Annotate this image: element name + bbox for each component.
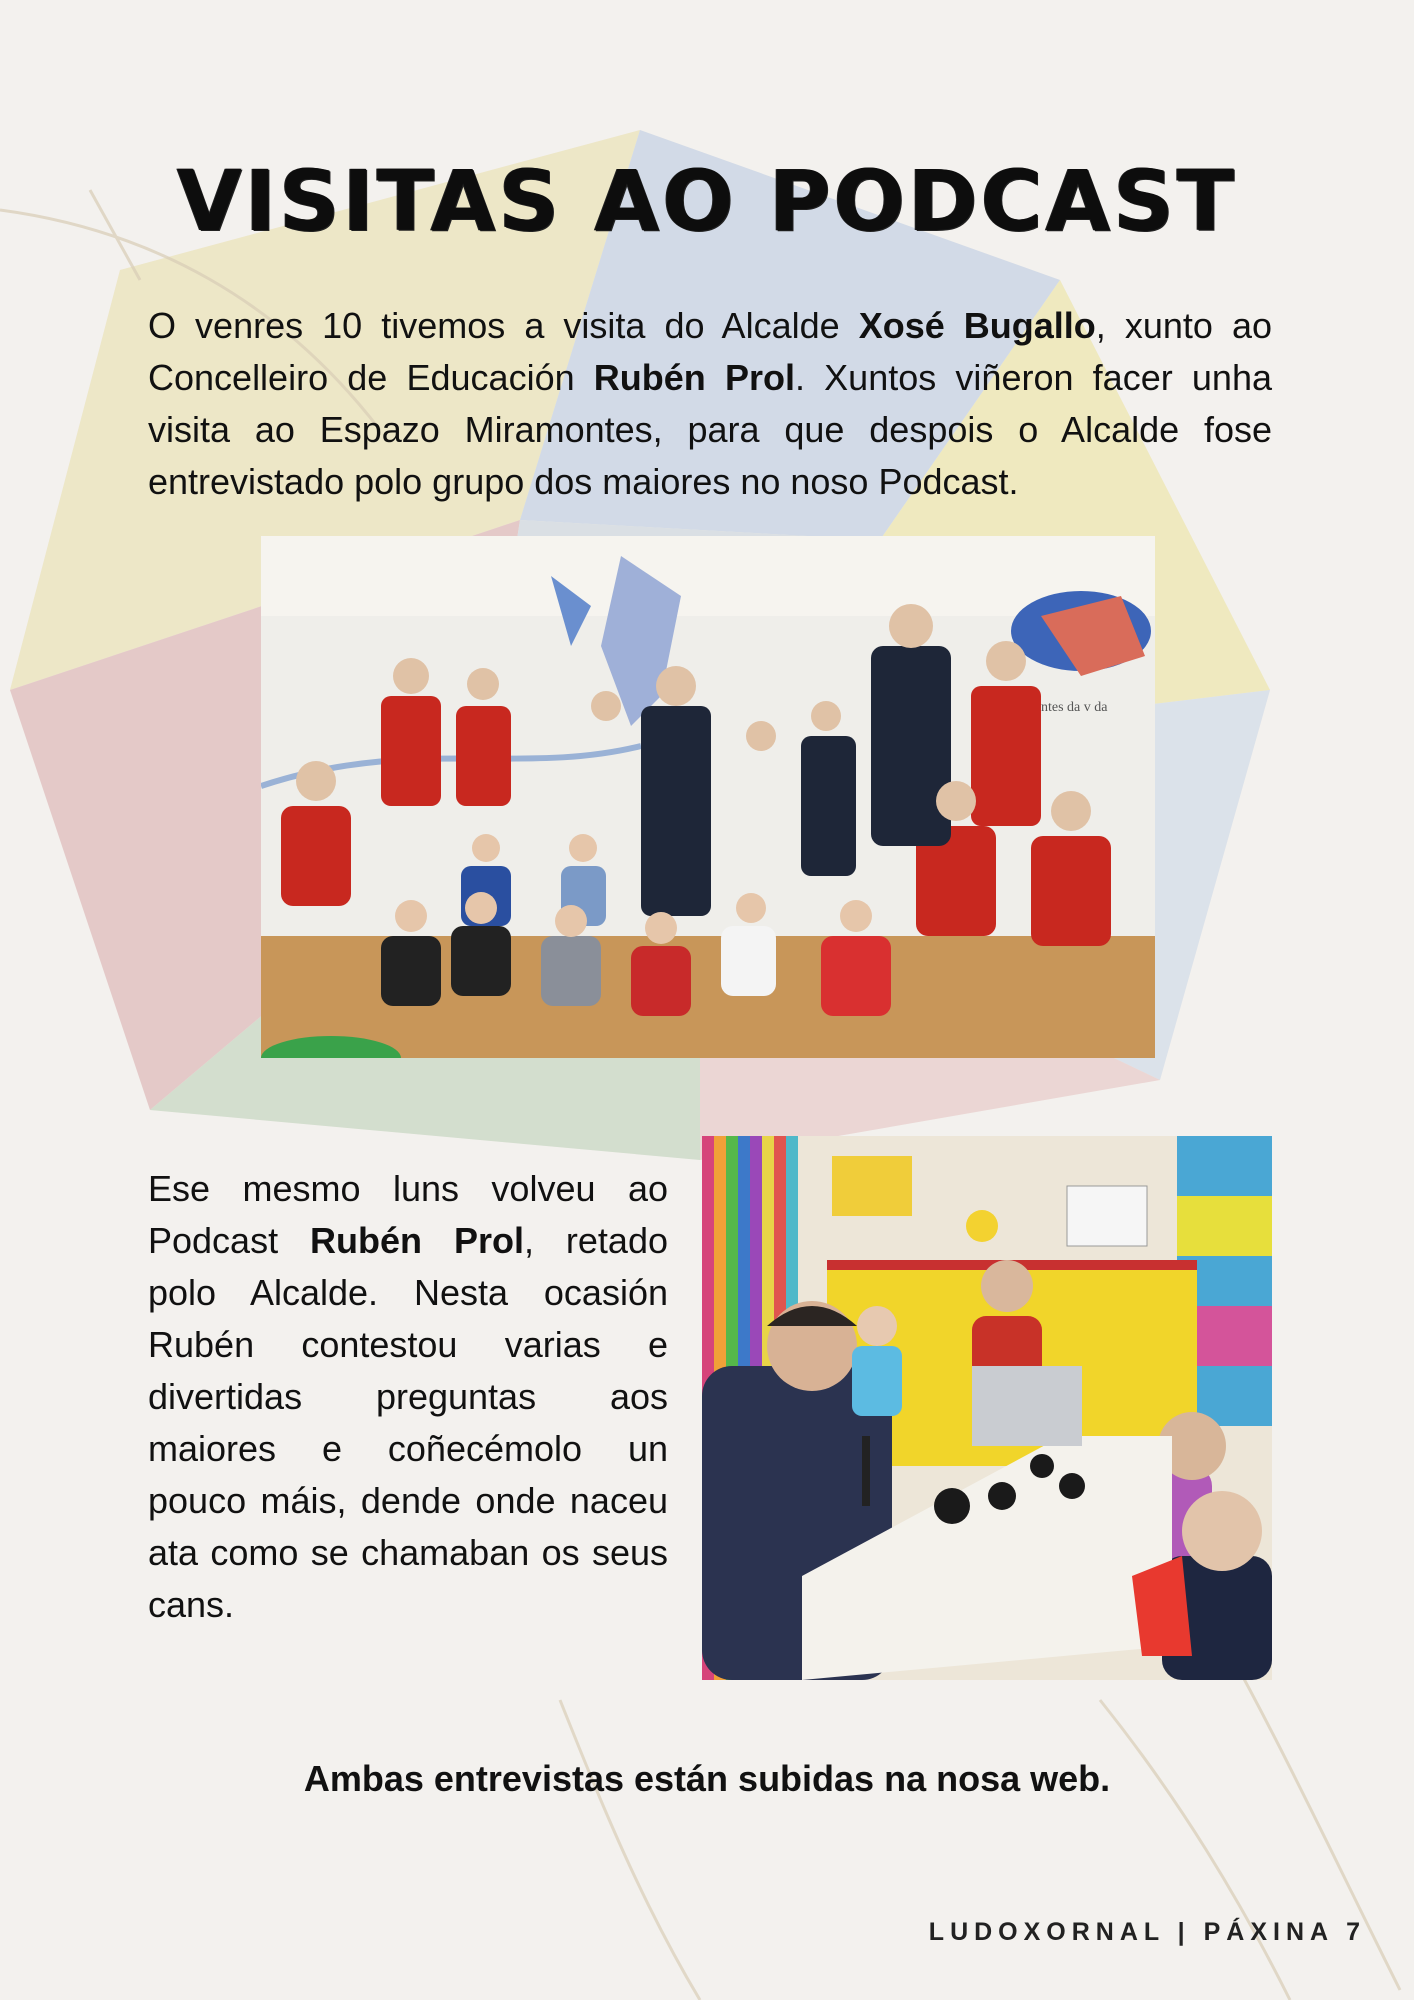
- second-paragraph: [148, 1163, 668, 1631]
- page-title: VISITAS AO PODCAST: [176, 152, 1238, 250]
- mayor-name: Xosé Bugallo: [858, 305, 1096, 346]
- photo-sign-text: ntes da v da: [1041, 700, 1108, 715]
- second-text-1: Ese mesmo luns volveu ao Podcast: [148, 1168, 668, 1261]
- intro-text-1: O venres 10 tivemos a visita do Alcalde: [148, 305, 859, 346]
- councillor-name: Rubén Prol: [593, 357, 795, 398]
- second-text-2: , retado polo Alcalde. Nesta ocasión Rubén contestou varias e divertidas preguntas aos maiores e coñecémolo un pouco máis, dende onde naceu ata como se chamaban os seus cans.: [148, 1220, 668, 1625]
- intro-paragraph: [148, 300, 1272, 508]
- councillor-name-2: Rubén Prol: [310, 1220, 524, 1261]
- web-note: Ambas entrevistas están subidas na nosa web.: [303, 1758, 1111, 1799]
- page-footer: LUDOXORNAL | PÁXINA 7: [928, 1918, 1366, 1946]
- intro-text-2: , xunto ao Concelleiro de Educación: [148, 305, 1272, 398]
- podcast-photo: [702, 1136, 1272, 1680]
- group-photo: [261, 536, 1155, 1058]
- intro-text-3: . Xuntos viñeron facer unha visita ao Espazo Miramontes, para que despois o Alcalde fose entrevistado polo grupo dos maiores no noso Podcast.: [148, 357, 1272, 502]
